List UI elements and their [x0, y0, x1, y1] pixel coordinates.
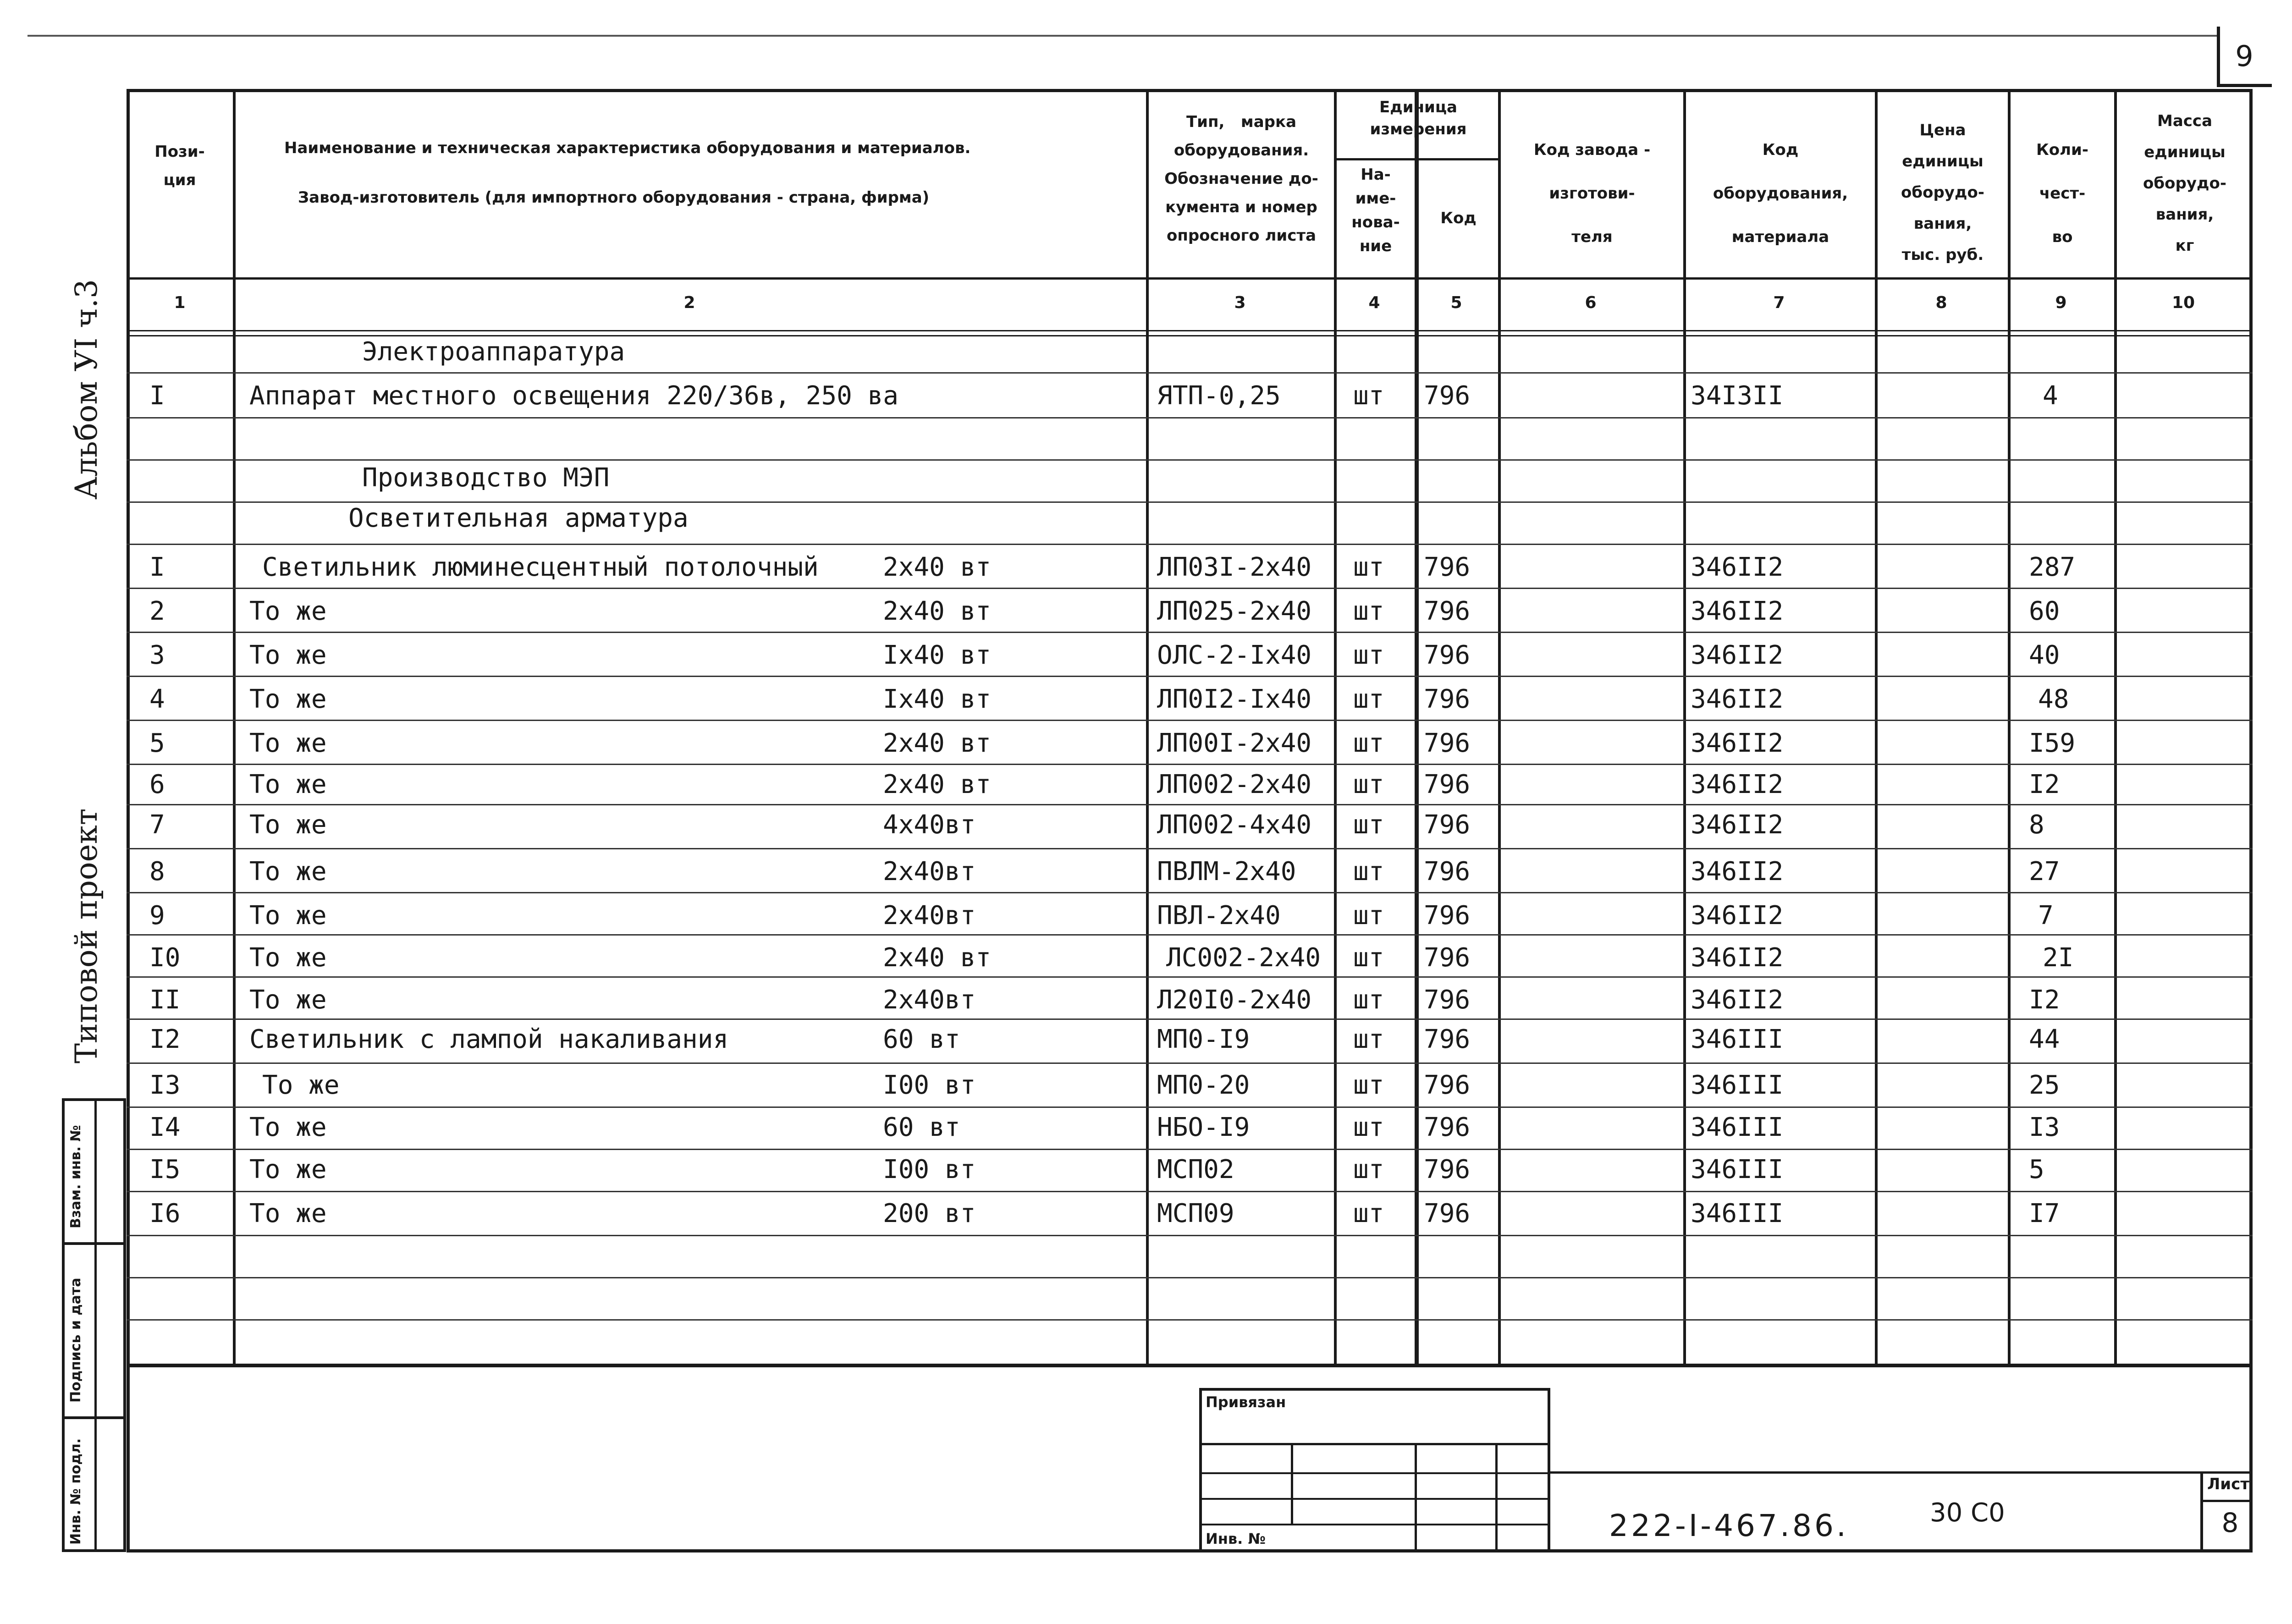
table-row: I Аппарат местного освещения 220/36в, 250 ва ЯТП-0,25 шт 796 34I3II 4	[149, 381, 2058, 411]
document-code: 222-I-467.86.	[1609, 1508, 1849, 1543]
col-no-1: 1	[174, 293, 186, 312]
header-mass: Масса единицы оборудо- вания, кг	[2143, 112, 2226, 255]
label-inv-no: Инв. №	[1206, 1530, 1266, 1547]
header-price: Цена единицы оборудо- вания, тыс. руб.	[1901, 121, 1984, 264]
table-row: II То же 2х40вт Л20I0-2х40 шт 796 346II2 I2	[149, 985, 2060, 1015]
header-position: Пози- ция	[154, 143, 205, 189]
album-label: Альбом УI ч.3	[69, 279, 104, 500]
table-row: I6 То же 200 вт МСП09 шт 796 346III I7	[149, 1199, 2060, 1228]
table-row: 9 То же 2х40вт ПВЛ-2х40 шт 796 346II2 7	[149, 901, 2054, 930]
table-row: 6 То же 2х40 вт ЛП002-2х40 шт 796 346II2 I2	[149, 770, 2060, 799]
table-row: I4 То же 60 вт НБО-I9 шт 796 346III I3	[149, 1112, 2060, 1142]
header-name-line2: Завод-изготовитель (для импортного оборудования - страна, фирма)	[298, 188, 930, 207]
header-name-line1: Наименование и техническая характеристика оборудования и материалов.	[284, 139, 971, 157]
top-border-line	[28, 35, 2219, 37]
table-row: 7 То же 4х40вт ЛП002-4х40 шт 796 346II2 8	[149, 810, 2044, 840]
stamp-label-podpis: Подпись и дата	[68, 1277, 84, 1403]
label-privyazan: Привязан	[1206, 1393, 1286, 1411]
section-lighting: Осветительная арматура	[348, 503, 689, 533]
header-type: Тип, марка оборудования. Обозначение до- кумента и номер опросного листа	[1164, 113, 1318, 245]
table-row: I2 Светильник с лампой накаливания 60 вт МП0-I9 шт 796 346III 44	[149, 1024, 2060, 1054]
stamp-label-vzam: Взам. инв. №	[68, 1125, 84, 1228]
header-unit-name: На- име- нова- ние	[1351, 165, 1400, 255]
col-no-3: 3	[1234, 293, 1246, 312]
document-code-suffix: 30 C0	[1930, 1498, 2005, 1528]
col-no-2: 2	[683, 293, 695, 312]
col-no-4: 4	[1368, 293, 1380, 312]
table-row: 5 То же 2х40 вт ЛП00I-2х40 шт 796 346II2 I59	[149, 728, 2076, 758]
table-row: I5 То же I00 вт МСП02 шт 796 346III 5	[149, 1155, 2044, 1184]
col-no-10: 10	[2171, 293, 2195, 312]
col-no-7: 7	[1773, 293, 1785, 312]
label-list: Лист	[2207, 1475, 2249, 1493]
col-no-5: 5	[1450, 293, 1462, 312]
table-row: I Светильник люминесцентный потолочный 2х40 вт ЛП03I-2х40 шт 796 346II2 287	[149, 552, 2076, 582]
table-row: I0 То же 2х40 вт ЛС002-2х40 шт 796 346II2 2I	[149, 943, 2074, 973]
header-unit-group: Единица измерения	[1370, 98, 1467, 138]
header-factory-code: Код завода - изготови- теля	[1533, 141, 1651, 246]
stamp-label-inv: Инв. № подл.	[68, 1438, 84, 1545]
header-equipment-code: Код оборудования, материала	[1713, 141, 1848, 246]
col-no-8: 8	[1935, 293, 1947, 312]
sheet-number: 9	[2235, 39, 2253, 73]
section-electro: Электроаппаратура	[362, 337, 625, 367]
table-row: 3 То же Iх40 вт ОЛС-2-Iх40 шт 796 346II2 40	[149, 640, 2060, 670]
table-row: 4 То же Iх40 вт ЛП0I2-Iх40 шт 796 346II2 48	[149, 684, 2069, 714]
project-label: Типовой проект	[69, 808, 104, 1063]
header-unit-code: Код	[1440, 209, 1477, 227]
table-row: 2 То же 2х40 вт ЛП025-2х40 шт 796 346II2 60	[149, 596, 2060, 626]
table-row: 8 То же 2х40вт ПВЛМ-2х40 шт 796 346II2 27	[149, 857, 2060, 886]
header-quantity: Коли- чест- во	[2036, 141, 2088, 246]
col-no-9: 9	[2055, 293, 2067, 312]
col-no-6: 6	[1585, 293, 1597, 312]
section-mep: Производство МЭП	[362, 463, 610, 493]
table-row: I3 То же I00 вт МП0-20 шт 796 346III 25	[149, 1070, 2060, 1100]
list-number: 8	[2221, 1507, 2239, 1538]
